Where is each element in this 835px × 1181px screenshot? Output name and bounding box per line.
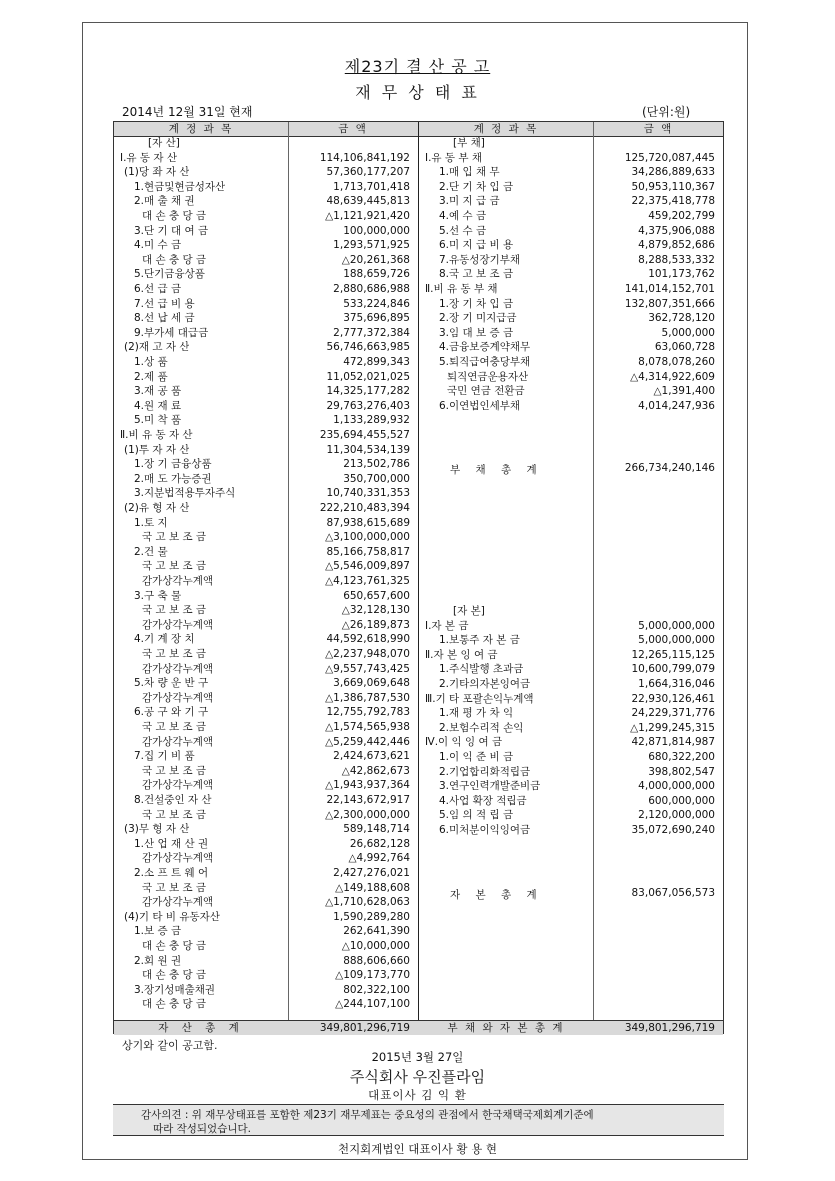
account-amount: △3,100,000,000 xyxy=(325,531,410,544)
account-amount: △1,710,628,063 xyxy=(325,896,410,909)
table-row xyxy=(114,384,725,399)
account-label: 감가상각누계액 xyxy=(142,735,214,748)
account-amount: △109,173,770 xyxy=(335,969,410,982)
table-row xyxy=(114,692,725,707)
table-row xyxy=(114,677,725,692)
account-amount: △1,574,565,938 xyxy=(325,721,410,733)
account-amount: 350,700,000 xyxy=(343,472,410,485)
table-row xyxy=(114,574,725,589)
notice-title: 제23기 결 산 공 고 xyxy=(344,57,491,76)
assets-total-label: 자 산 총 계 xyxy=(158,1022,244,1034)
table-row xyxy=(114,151,725,166)
account-amount: 10,600,799,079 xyxy=(631,663,715,676)
table-row xyxy=(114,370,725,385)
table-row xyxy=(114,399,725,414)
account-label: 2.건 물 xyxy=(134,545,168,558)
account-amount: 12,265,115,125 xyxy=(631,648,715,661)
account-amount: 26,682,128 xyxy=(349,837,410,850)
account-amount: 362,728,120 xyxy=(648,312,715,325)
table-row xyxy=(114,619,725,634)
account-label: 6.이연법인세부채 xyxy=(439,399,521,412)
table-row xyxy=(114,866,725,881)
table-row xyxy=(114,501,725,516)
table-row xyxy=(114,589,725,604)
account-label: 5.퇴직급여충당부채 xyxy=(439,356,531,368)
account-amount: 222,210,483,394 xyxy=(319,502,410,514)
account-label: 1.매 입 채 무 xyxy=(439,166,500,179)
account-amount: 1,590,289,280 xyxy=(333,910,410,923)
account-label: 2.단 기 차 입 금 xyxy=(439,180,514,193)
account-amount: 472,899,343 xyxy=(343,356,410,368)
account-amount: 5,000,000 xyxy=(661,326,715,339)
account-label: (1)당 좌 자 산 xyxy=(124,166,190,179)
left-amount-header: 금 액 xyxy=(338,123,368,135)
account-amount: 10,740,331,353 xyxy=(326,487,410,500)
account-amount: 35,072,690,240 xyxy=(631,824,715,836)
table-row xyxy=(114,765,725,780)
unit-label: (단위:원) xyxy=(642,105,691,119)
account-label: (3)무 형 자 산 xyxy=(124,823,190,836)
table-row xyxy=(114,837,725,852)
account-amount: 34,286,889,633 xyxy=(631,166,715,179)
account-amount: 101,173,762 xyxy=(648,268,715,281)
table-row xyxy=(114,530,725,545)
account-amount: △9,557,743,425 xyxy=(325,662,410,675)
account-label: 대 손 충 당 금 xyxy=(142,210,207,222)
account-amount: 680,322,200 xyxy=(648,751,715,763)
table-row xyxy=(114,706,725,721)
account-amount: 2,880,686,988 xyxy=(333,283,410,295)
table-row xyxy=(114,340,725,355)
table-row xyxy=(114,165,725,180)
table-row xyxy=(114,194,725,209)
account-amount: 42,871,814,987 xyxy=(631,736,715,749)
account-label: 국 고 보 조 금 xyxy=(142,881,207,894)
account-label: 2.소 프 트 웨 어 xyxy=(134,867,209,879)
ceo-name: 대표이사 김 익 환 xyxy=(368,1088,467,1102)
table-row xyxy=(114,954,725,969)
table-row xyxy=(114,910,725,925)
table-row xyxy=(114,633,725,648)
account-amount: 802,322,100 xyxy=(343,983,410,996)
equity-total-label: 자 본 총 계 xyxy=(450,889,543,901)
account-amount: 114,106,841,192 xyxy=(319,151,410,164)
account-amount: 600,000,000 xyxy=(648,794,715,807)
account-label: 2.회 원 권 xyxy=(134,954,182,967)
account-amount: 5,000,000,000 xyxy=(638,634,715,647)
totals-row xyxy=(114,1020,723,1035)
account-amount: 235,694,455,527 xyxy=(319,429,410,441)
account-amount: △10,000,000 xyxy=(341,940,410,952)
account-amount: 2,424,673,621 xyxy=(333,750,410,763)
report-date: 2014년 12월 31일 현재 xyxy=(122,105,253,119)
account-label: 4.사업 확장 적립금 xyxy=(439,794,527,807)
account-label: 9.부가세 대급금 xyxy=(134,326,209,339)
notice-text: 상기와 같이 공고함. xyxy=(122,1039,218,1052)
account-label: 국 고 보 조 금 xyxy=(142,764,207,777)
auditor-name: 천지회계법인 대표이사 황 용 현 xyxy=(337,1142,498,1156)
account-amount: 3,669,069,648 xyxy=(333,677,410,690)
account-amount: 11,304,534,139 xyxy=(326,443,410,456)
account-amount: 213,502,786 xyxy=(343,458,410,471)
account-label: 1.보통주 자 본 금 xyxy=(439,634,520,647)
account-amount: 4,879,852,686 xyxy=(638,239,715,252)
account-label: 6.미 지 급 비 용 xyxy=(439,239,514,252)
account-label: 국민 연금 전환금 xyxy=(447,385,525,398)
liabilities-total-amount: 266,734,240,146 xyxy=(624,462,715,474)
table-row xyxy=(114,939,725,954)
account-amount: 2,777,372,384 xyxy=(333,326,410,339)
account-amount: 14,325,177,282 xyxy=(326,385,410,398)
account-label: 감가상각누계액 xyxy=(142,779,214,792)
account-amount: 650,657,600 xyxy=(343,589,410,602)
account-amount: 2,427,276,021 xyxy=(333,867,410,879)
account-amount: 44,592,618,990 xyxy=(326,633,410,646)
account-amount: △32,128,130 xyxy=(341,604,410,617)
account-amount: 29,763,276,403 xyxy=(326,399,410,412)
account-label: 1.주식발행 초과금 xyxy=(439,663,524,676)
account-label: 1.이 익 준 비 금 xyxy=(439,751,514,763)
liab-equity-total-amount: 349,801,296,719 xyxy=(624,1022,715,1034)
account-label: 국 고 보 조 금 xyxy=(142,604,207,617)
table-row xyxy=(114,983,725,998)
account-label: 4.금융보증계약채무 xyxy=(439,341,531,354)
publication-date: 2015년 3월 27일 xyxy=(371,1050,464,1064)
account-label: 2.기업합리화적립금 xyxy=(439,765,531,778)
account-amount: 63,060,728 xyxy=(654,341,715,354)
table-row xyxy=(114,355,725,370)
account-label: 6.미처분이익잉여금 xyxy=(439,824,531,836)
table-row xyxy=(114,311,725,326)
table-row xyxy=(114,721,725,736)
account-label: Ⅲ.기 타 포괄손익누계액 xyxy=(425,692,534,705)
account-label: 3.재 공 품 xyxy=(134,385,182,398)
account-amount: 132,807,351,666 xyxy=(624,297,715,310)
account-label: 1.토 지 xyxy=(134,516,168,529)
account-label: Ⅰ.유 동 자 산 xyxy=(120,151,178,164)
account-label: [자 본] xyxy=(453,605,485,617)
table-row xyxy=(114,267,725,282)
table-row xyxy=(114,662,725,677)
account-label: 5.임 의 적 립 금 xyxy=(439,809,514,822)
table-row xyxy=(114,209,725,224)
liab-equity-total-label: 부 채 와 자 본 총 계 xyxy=(447,1022,565,1034)
account-label: Ⅱ.비 유 동 자 산 xyxy=(120,429,193,441)
account-amount: △2,237,948,070 xyxy=(325,648,410,660)
table-row xyxy=(114,735,725,750)
account-label: 5.미 착 품 xyxy=(134,414,182,427)
right-account-header: 계 정 과 목 xyxy=(473,123,539,135)
table-row xyxy=(114,238,725,253)
account-amount: 533,224,846 xyxy=(343,297,410,310)
account-label: 3.연구인력개발준비금 xyxy=(439,780,541,793)
account-label: 감가상각누계액 xyxy=(142,618,214,631)
account-label: 2.제 품 xyxy=(134,370,168,383)
table-row xyxy=(114,282,725,297)
account-amount: △1,391,400 xyxy=(653,385,715,398)
account-label: 7.유동성장기부채 xyxy=(439,253,521,266)
table-row xyxy=(114,648,725,663)
account-amount: △5,546,009,897 xyxy=(325,560,410,573)
account-amount: △1,121,921,420 xyxy=(325,210,410,222)
account-label: 7.선 급 비 용 xyxy=(134,297,195,310)
table-row xyxy=(114,604,725,619)
account-label: [자 산] xyxy=(148,137,180,149)
account-label: (1)투 자 자 산 xyxy=(124,443,190,456)
account-amount: 57,360,177,207 xyxy=(326,166,410,179)
account-label: 8.국 고 보 조 금 xyxy=(439,268,514,281)
account-amount: 4,375,906,088 xyxy=(638,224,715,237)
audit-opinion-line1: 감사의견 : 위 재무상태표를 포함한 제23기 재무제표는 중요성의 관점에서 한국채택국제회계기준에 xyxy=(141,1109,594,1121)
account-label: 감가상각누계액 xyxy=(142,575,214,587)
account-label: 대 손 충 당 금 xyxy=(142,969,207,982)
account-amount: △244,107,100 xyxy=(335,998,410,1011)
account-amount: 4,014,247,936 xyxy=(638,399,715,412)
account-amount: 12,755,792,783 xyxy=(326,706,410,719)
account-label: 1.상 품 xyxy=(134,356,168,368)
account-amount: △26,189,873 xyxy=(341,618,410,631)
account-label: 2.매 출 채 권 xyxy=(134,195,195,208)
table-row xyxy=(114,968,725,983)
account-amount: △1,386,787,530 xyxy=(325,691,410,704)
account-amount: 1,664,316,046 xyxy=(638,678,715,690)
account-label: 대 손 충 당 금 xyxy=(142,940,207,952)
table-row xyxy=(114,823,725,838)
account-label: Ⅰ.유 동 부 채 xyxy=(425,151,483,164)
account-label: 감가상각누계액 xyxy=(142,691,214,704)
account-label: 4.미 수 금 xyxy=(134,239,182,252)
account-label: 5.차 량 운 반 구 xyxy=(134,677,209,690)
account-amount: 85,166,758,817 xyxy=(326,545,410,558)
account-amount: 141,014,152,701 xyxy=(624,283,715,295)
account-amount: △1,943,937,364 xyxy=(325,779,410,792)
account-amount: △4,992,764 xyxy=(348,852,410,865)
account-label: 4.기 계 장 치 xyxy=(134,633,195,646)
table-row xyxy=(114,924,725,939)
table-row xyxy=(114,443,725,458)
account-amount: 48,639,445,813 xyxy=(326,195,410,208)
account-label: Ⅱ.자 본 잉 여 금 xyxy=(425,648,498,661)
account-amount: 1,133,289,932 xyxy=(333,414,410,427)
account-label: 1.보 증 금 xyxy=(134,925,182,938)
liabilities-total-label: 부 채 총 계 xyxy=(450,464,543,476)
account-amount: 24,229,371,776 xyxy=(631,707,715,720)
table-row xyxy=(114,750,725,765)
account-amount: 2,120,000,000 xyxy=(638,809,715,822)
account-amount: 4,000,000,000 xyxy=(638,780,715,793)
account-amount: △42,862,673 xyxy=(341,764,410,777)
account-label: 국 고 보 조 금 xyxy=(142,648,207,660)
account-amount: △4,123,761,325 xyxy=(325,575,410,587)
account-label: 대 손 충 당 금 xyxy=(142,998,207,1011)
account-label: 3.미 지 급 금 xyxy=(439,195,500,208)
company-name: 주식회사 우진플라임 xyxy=(349,1068,486,1086)
account-label: 6.공 구 와 기 구 xyxy=(134,706,209,719)
account-label: 2.장 기 미지급금 xyxy=(439,312,517,325)
account-label: 8.선 납 세 금 xyxy=(134,312,195,325)
account-amount: 398,802,547 xyxy=(648,765,715,778)
account-amount: 87,938,615,689 xyxy=(326,516,410,529)
account-amount: 125,720,087,445 xyxy=(624,151,715,164)
account-label: (4)기 타 비 유동자산 xyxy=(124,910,220,923)
account-amount: △2,300,000,000 xyxy=(325,808,410,821)
table-row xyxy=(114,794,725,809)
balance-sheet-table xyxy=(113,121,724,1034)
table-row xyxy=(114,559,725,574)
account-amount: △5,259,442,446 xyxy=(325,735,410,748)
account-amount: 1,293,571,925 xyxy=(333,239,410,252)
account-label: 3.장기성매출채권 xyxy=(134,983,216,996)
account-amount: 459,202,799 xyxy=(648,210,715,222)
account-amount: 375,696,895 xyxy=(343,312,410,325)
table-row xyxy=(114,545,725,560)
account-label: 국 고 보 조 금 xyxy=(142,560,207,573)
account-label: 감가상각누계액 xyxy=(142,662,214,675)
account-label: 1.장 기 차 입 금 xyxy=(439,297,514,310)
account-label: 3.구 축 물 xyxy=(134,589,182,602)
account-label: Ⅳ.이 익 잉 여 금 xyxy=(425,736,503,749)
account-label: 국 고 보 조 금 xyxy=(142,531,207,544)
table-row xyxy=(114,180,725,195)
account-amount: 22,375,418,778 xyxy=(631,195,715,208)
account-amount: 56,746,663,985 xyxy=(326,341,410,354)
account-label: 3.지분법적용투자주식 xyxy=(134,487,236,500)
account-label: Ⅱ.비 유 동 부 채 xyxy=(425,283,498,295)
table-row xyxy=(114,136,725,151)
table-row xyxy=(114,808,725,823)
account-label: 3.임 대 보 증 금 xyxy=(439,326,514,339)
account-label: 5.선 수 금 xyxy=(439,224,487,237)
account-amount: △1,299,245,315 xyxy=(630,721,715,734)
table-row xyxy=(114,297,725,312)
account-label: 4.예 수 금 xyxy=(439,210,487,222)
account-label: 감가상각누계액 xyxy=(142,896,214,909)
table-row xyxy=(114,779,725,794)
account-label: 5.단기금융상품 xyxy=(134,268,205,281)
equity-total-amount: 83,067,056,573 xyxy=(631,887,715,899)
account-amount: 22,143,672,917 xyxy=(326,794,410,806)
account-label: 8.건설중인 자 산 xyxy=(134,794,212,806)
account-amount: 22,930,126,461 xyxy=(631,692,715,705)
account-label: (2)재 고 자 산 xyxy=(124,341,190,354)
table-row xyxy=(114,224,725,239)
account-amount: 8,078,078,260 xyxy=(638,356,715,368)
account-label: 4.원 재 료 xyxy=(134,399,182,412)
audit-opinion-box xyxy=(113,1104,724,1136)
assets-total-amount: 349,801,296,719 xyxy=(319,1022,410,1034)
account-amount: 1,713,701,418 xyxy=(333,180,410,193)
table-row xyxy=(114,253,725,268)
account-amount: 5,000,000,000 xyxy=(638,619,715,632)
account-amount: 888,606,660 xyxy=(343,954,410,967)
account-amount: 8,288,533,332 xyxy=(638,253,715,266)
table-row xyxy=(114,413,725,428)
table-row xyxy=(114,997,725,1012)
account-label: 1.재 평 가 차 익 xyxy=(439,707,514,720)
account-label: 6.선 급 금 xyxy=(134,283,182,295)
account-amount: 11,052,021,025 xyxy=(326,370,410,383)
account-amount: 188,659,726 xyxy=(343,268,410,281)
account-amount: 100,000,000 xyxy=(343,224,410,237)
account-label: (2)유 형 자 산 xyxy=(124,502,190,514)
account-label: 1.현금및현금성자산 xyxy=(134,180,226,193)
account-label: 감가상각누계액 xyxy=(142,852,214,865)
table-row xyxy=(114,486,725,501)
account-label: 7.집 기 비 품 xyxy=(134,750,195,763)
table-row xyxy=(114,428,725,443)
account-amount: △149,188,608 xyxy=(335,881,410,894)
account-amount: 589,148,714 xyxy=(343,823,410,836)
account-amount: 50,953,110,367 xyxy=(631,180,715,193)
account-label: 국 고 보 조 금 xyxy=(142,721,207,733)
account-amount: △4,314,922,609 xyxy=(630,370,715,383)
account-amount: 262,641,390 xyxy=(343,925,410,938)
account-label: Ⅰ.자 본 금 xyxy=(425,619,469,632)
account-label: 2.기타의자본잉여금 xyxy=(439,678,531,690)
account-label: 1.장 기 금융상품 xyxy=(134,458,212,471)
account-label: [부 채] xyxy=(453,137,485,149)
account-label: 국 고 보 조 금 xyxy=(142,808,207,821)
account-amount: △20,261,368 xyxy=(341,253,410,266)
table-row xyxy=(114,516,725,531)
left-account-header: 계 정 과 목 xyxy=(168,123,234,135)
account-label: 대 손 충 당 금 xyxy=(142,253,207,266)
account-label: 퇴직연금운용자산 xyxy=(447,370,529,383)
statement-title: 재 무 상 태 표 xyxy=(355,83,480,102)
account-label: 3.단 기 대 여 금 xyxy=(134,224,209,237)
table-row xyxy=(114,851,725,866)
account-label: 2.보험수리적 손익 xyxy=(439,721,524,734)
account-label: 2.매 도 가능증권 xyxy=(134,472,212,485)
table-row xyxy=(114,326,725,341)
audit-opinion-line2: 따라 작성되었습니다. xyxy=(153,1123,251,1135)
account-label: 1.산 업 재 산 권 xyxy=(134,837,209,850)
right-amount-header: 금 액 xyxy=(643,123,674,135)
